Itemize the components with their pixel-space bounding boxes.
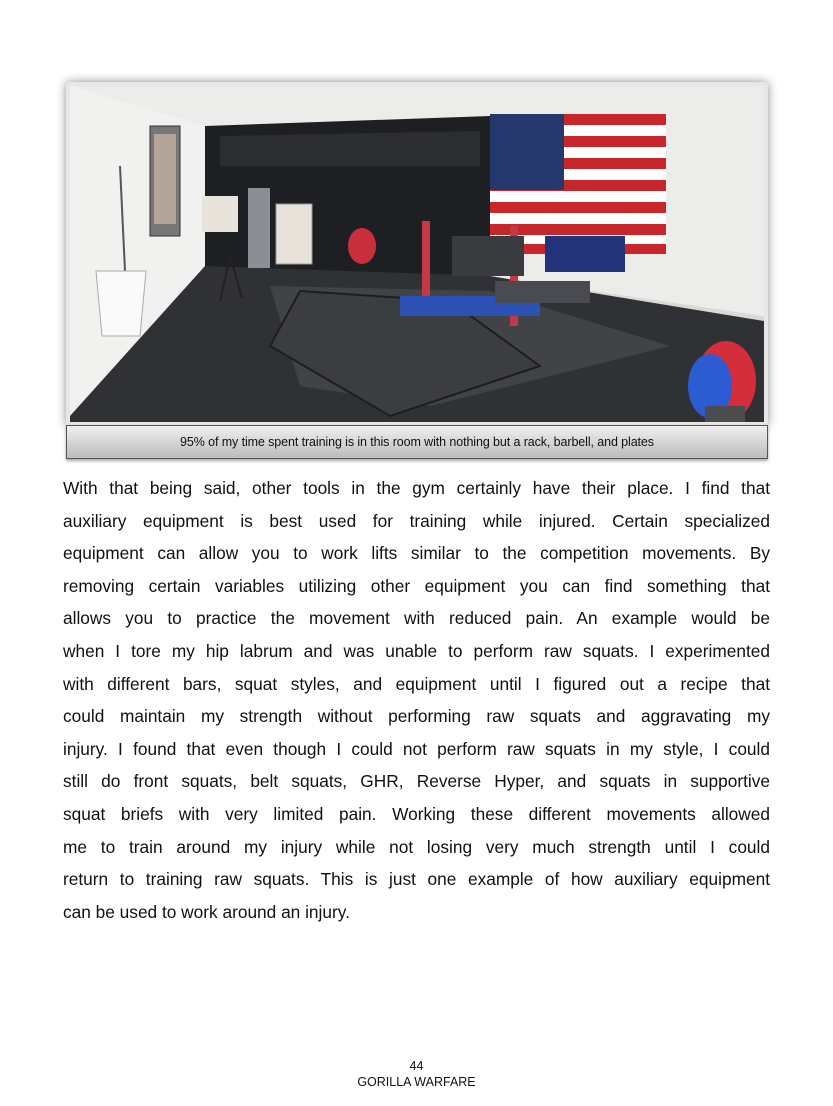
gym-room-photo: [70, 86, 764, 422]
photo-frame: [66, 82, 768, 426]
body-line: allows you to practice the movement with reduced pain. An example would be: [63, 608, 770, 629]
book-title: GORILLA WARFARE: [357, 1075, 476, 1089]
figure: [66, 82, 768, 460]
body-line: squat briefs with very limited pain. Working these different movements allowed: [63, 803, 770, 824]
body-line: me to train around my injury while not losing very much strength until I could: [63, 836, 770, 857]
body-paragraph: [63, 472, 770, 928]
body-line: With that being said, other tools in the gym certainly have their place. I find that: [63, 478, 770, 498]
page-footer: [0, 1058, 833, 1090]
body-line: auxiliary equipment is best used for training while injured. Certain specialized: [63, 510, 770, 531]
body-line: with different bars, squat styles, and equipment until I figured out a recipe that: [63, 673, 770, 694]
body-line: return to training raw squats. This is just one example of how auxiliary equipment: [63, 869, 770, 890]
body-line: injury. I found that even though I could not perform raw squats in my style, I could: [63, 738, 770, 759]
body-line: removing certain variables utilizing other equipment you can find something that: [63, 575, 770, 596]
caption-bar: [66, 425, 768, 459]
body-line: when I tore my hip labrum and was unable to perform raw squats. I experimented: [63, 640, 770, 661]
body-line: could maintain my strength without performing raw squats and aggravating my: [63, 706, 770, 727]
body-line: still do front squats, belt squats, GHR, Reverse Hyper, and squats in supportive: [63, 771, 770, 792]
body-line: can be used to work around an injury.: [63, 901, 350, 922]
page-number: 44: [409, 1059, 424, 1073]
body-line: equipment can allow you to work lifts similar to the competition movements. By: [63, 543, 770, 564]
figure-caption: 95% of my time spent training is in this room with nothing but a rack, barbell, and plates: [180, 435, 654, 449]
